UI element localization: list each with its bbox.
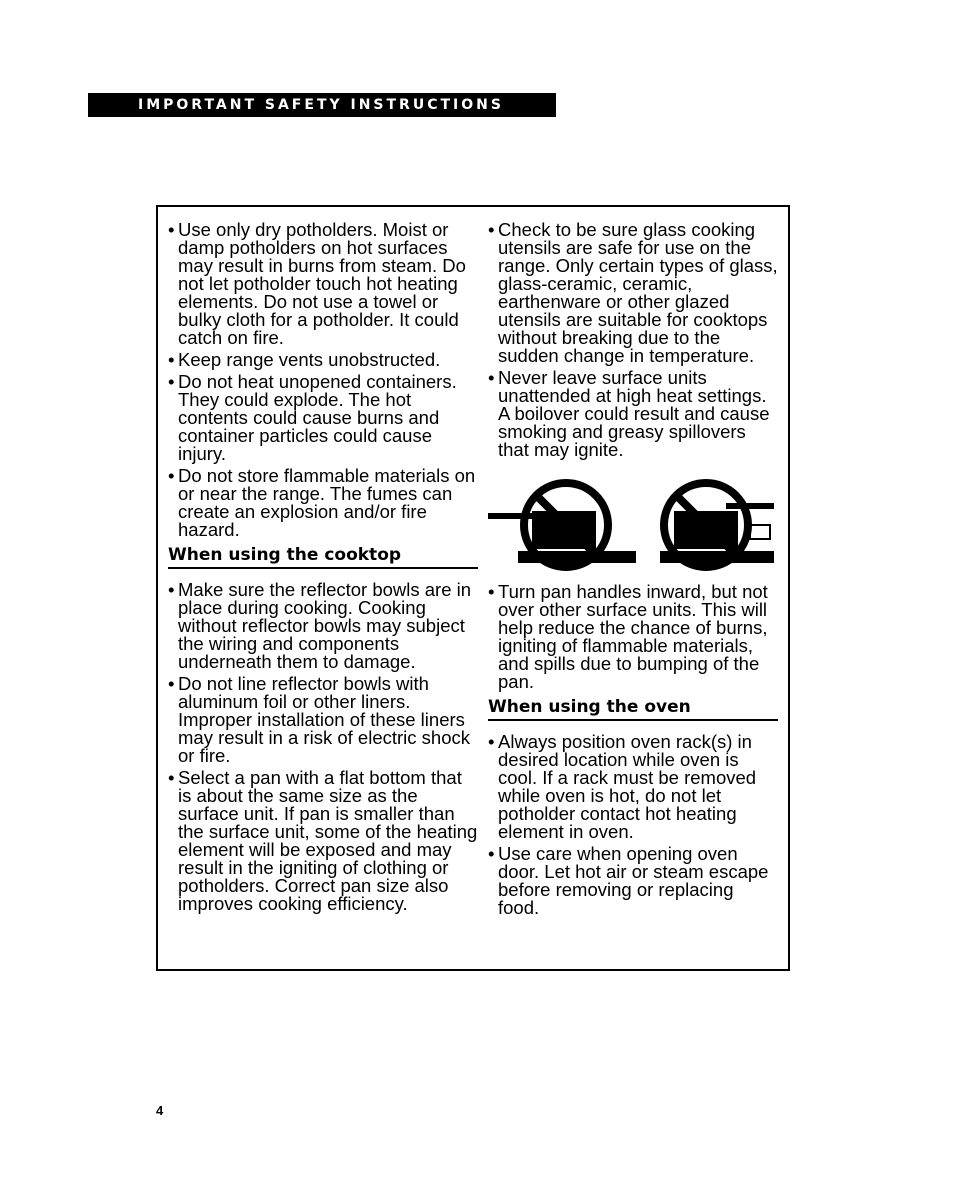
oven-bullet-list	[488, 733, 778, 917]
list-item: • Use only dry potholders. Moist or damp potholders on hot surfaces may result in burns from steam. Do not let potholder touch hot heating elements. Do not use a towel or bulky cloth for a potholder. It could catch on fire.	[168, 221, 478, 347]
utensil-bullet-list	[488, 221, 778, 459]
list-item: • Use care when opening oven door. Let hot air or steam escape before removing or replacing food.	[488, 845, 778, 917]
list-item: • Turn pan handles inward, but not over other surface units. This will help reduce the chance of burns, igniting of flammable materials, and spills due to bumping of the pan.	[488, 583, 778, 691]
list-item: • Select a pan with a flat bottom that is about the same size as the surface unit. If pan is smaller than the surface unit, some of the heating element will be exposed and may result in the igniting of clothing or potholders. Correct pan size also improves cooking efficiency.	[168, 769, 478, 913]
handle-bullet-list	[488, 583, 778, 691]
cooktop-bullet-list	[168, 581, 478, 913]
intro-bullet-list	[168, 221, 478, 539]
section-banner: IMPORTANT SAFETY INSTRUCTIONS	[88, 93, 556, 117]
list-item: • Do not line reflector bowls with aluminum foil or other liners. Improper installation of these liners may result in a risk of electric shock or fire.	[168, 675, 478, 765]
no-pan-handle-outward-icon	[488, 483, 636, 567]
cooktop-section-heading: When using the cooktop	[168, 545, 478, 569]
list-item: • Do not heat unopened containers. They could explode. The hot contents could cause burns and container particles could cause injury.	[168, 373, 478, 463]
list-item: • Keep range vents unobstructed.	[168, 351, 478, 369]
list-item: • Always position oven rack(s) in desired location while oven is cool. If a rack must be removed while oven is hot, do not let potholder contact hot heating element in oven.	[488, 733, 778, 841]
safety-instructions-box	[156, 205, 790, 971]
list-item: • Check to be sure glass cooking utensils are safe for use on the range. Only certain types of glass, glass-ceramic, ceramic, earthenware or other glazed utensils are suitable for cooktops without breaking due to the sudden change in temperature.	[488, 221, 778, 365]
list-item: • Do not store flammable materials on or near the range. The fumes can create an explosion and/or fire hazard.	[168, 467, 478, 539]
left-column	[168, 221, 478, 917]
list-item: • Never leave surface units unattended at high heat settings. A boilover could result and cause smoking and greasy spillovers that may ignite.	[488, 369, 778, 459]
list-item: • Make sure the reflector bowls are in place during cooking. Cooking without reflector bowls may subject the wiring and components underneath them to damage.	[168, 581, 478, 671]
pan-handle-illustration	[488, 473, 778, 577]
oven-section-heading: When using the oven	[488, 697, 778, 721]
no-pan-handle-outward-icon	[660, 483, 774, 567]
right-column	[488, 221, 778, 921]
page-number: 4	[156, 1103, 164, 1118]
